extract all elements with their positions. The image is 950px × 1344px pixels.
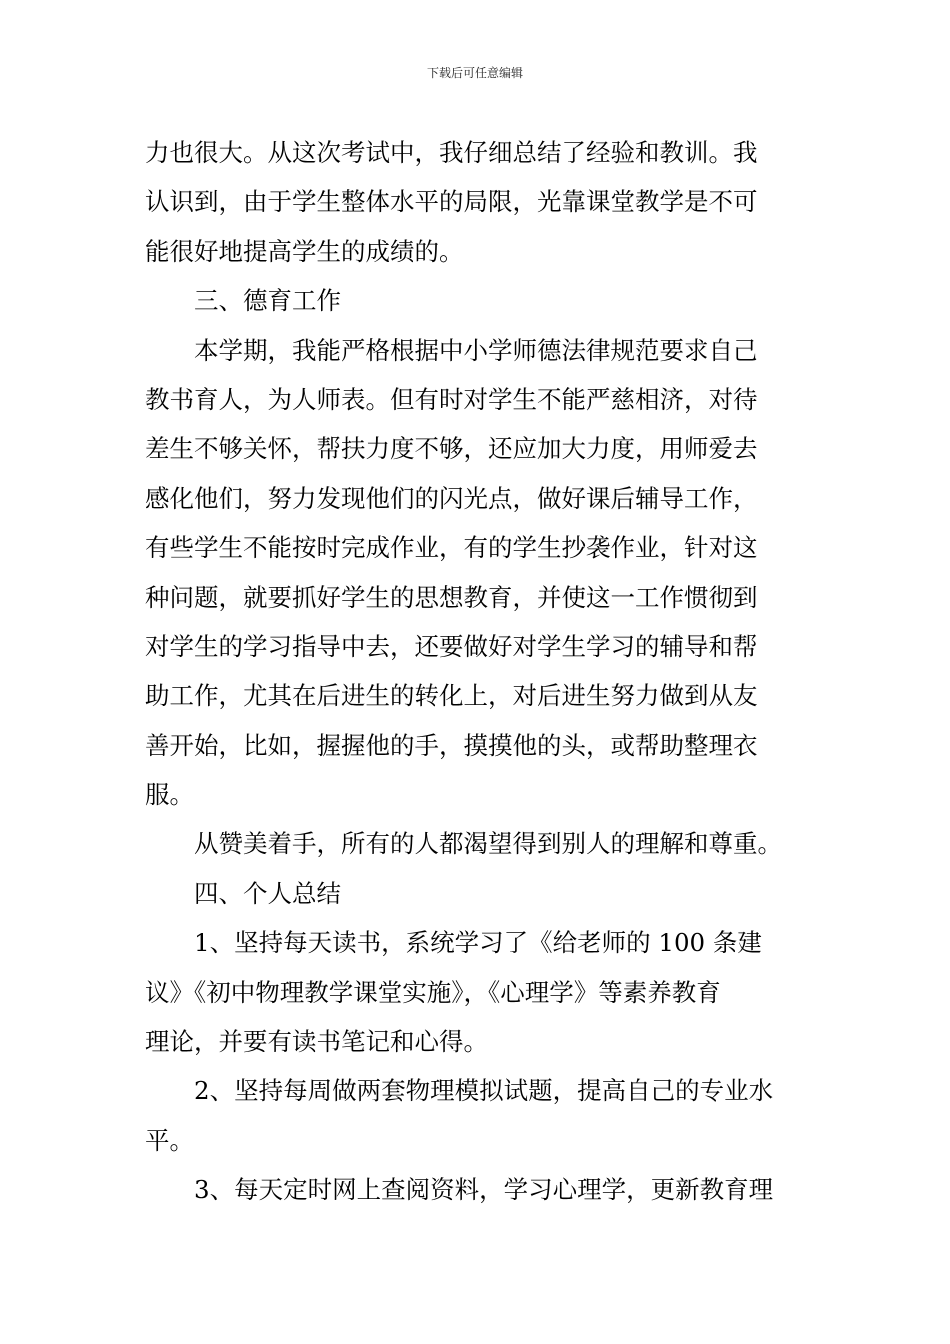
page-header: 下载后可任意编辑 xyxy=(426,66,523,80)
text-line: 本学期，我能严格根据中小学师德法律规范要求自己 xyxy=(194,335,758,365)
text-line: 2、坚持每周做两套物理模拟试题，提高自己的专业水 xyxy=(194,1076,774,1106)
text-line: 理论，并要有读书笔记和心得。 xyxy=(145,1027,488,1057)
text-line: 助工作，尤其在后进生的转化上，对后进生努力做到从友 xyxy=(145,681,758,711)
text-line: 差生不够关怀，帮扶力度不够，还应加大力度，用师爱去 xyxy=(145,434,758,464)
text-line: 3、每天定时网上查阅资料，学习心理学，更新教育理 xyxy=(194,1175,774,1205)
text-line: 种问题，就要抓好学生的思想教育，并使这一工作惯彻到 xyxy=(145,582,758,612)
text-line: 认识到，由于学生整体水平的局限，光靠课堂教学是不可 xyxy=(145,187,758,217)
text-line: 服。 xyxy=(145,780,194,810)
text-line: 从赞美着手，所有的人都渴望得到别人的理解和尊重。 xyxy=(194,829,782,859)
text-line: 力也很大。从这次考试中，我仔细总结了经验和教训。我 xyxy=(145,138,758,167)
text-line: 1、坚持每天读书，系统学习了《给老师的 100 条建 xyxy=(194,928,762,958)
section-heading: 三、德育工作 xyxy=(194,286,341,316)
text-line: 教书育人，为人师表。但有时对学生不能严慈相济，对待 xyxy=(145,384,758,414)
text-line: 议》《初中物理教学课堂实施》，《心理学》等素养教育 xyxy=(145,977,721,1007)
text-line: 能很好地提高学生的成绩的。 xyxy=(145,236,464,266)
text-line: 善开始，比如，握握他的手，摸摸他的头，或帮助整理衣 xyxy=(145,730,758,760)
section-heading: 四、个人总结 xyxy=(194,878,341,908)
text-line: 平。 xyxy=(145,1125,194,1155)
text-line: 感化他们，努力发现他们的闪光点，做好课后辅导工作， xyxy=(145,483,758,513)
text-line: 有些学生不能按时完成作业，有的学生抄袭作业，针对这 xyxy=(145,533,758,563)
document-body xyxy=(145,128,807,1215)
text-line: 对学生的学习指导中去，还要做好对学生学习的辅导和帮 xyxy=(145,631,758,661)
